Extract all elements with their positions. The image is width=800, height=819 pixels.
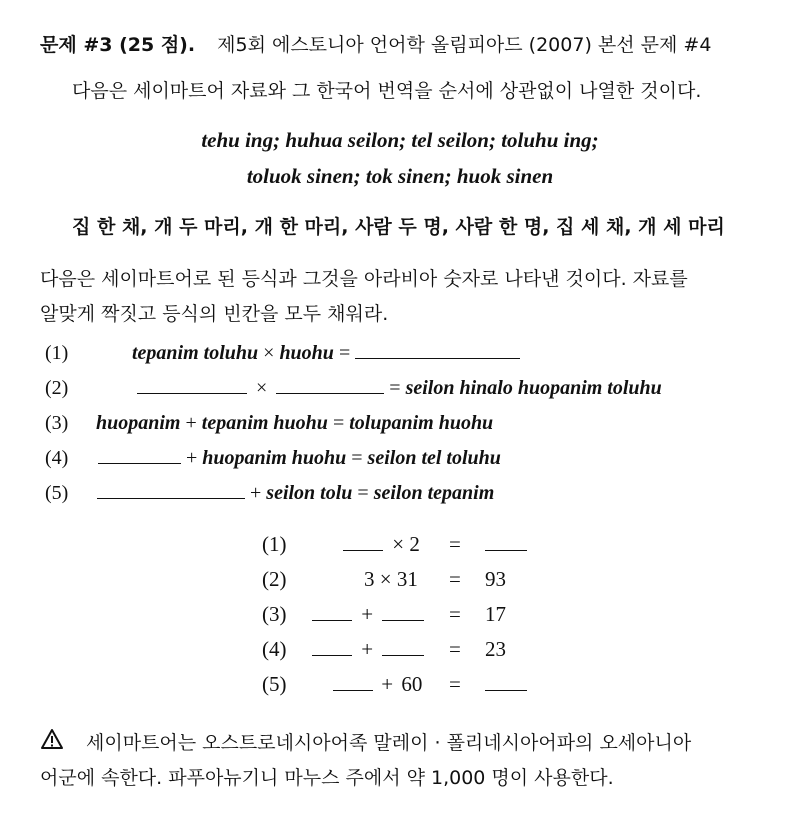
equation-term: seilon tepanim [373, 482, 495, 504]
equation-term: seilon hinalo huopanim toluhu [405, 377, 662, 399]
equation-row-1 [132, 342, 520, 365]
equation-term: tepanim toluhu [132, 342, 259, 364]
equation-row-5 [97, 482, 494, 505]
equation-term: seilon tel toluhu [367, 447, 501, 469]
equation-row-2 [137, 377, 662, 400]
equals-sign: = [449, 567, 461, 591]
answer-blank[interactable] [137, 392, 247, 394]
plus-operator: + [361, 602, 374, 626]
equals-sign: = [449, 602, 461, 626]
note-text-2: 어군에 속한다. 파푸아뉴기니 마누스 주에서 약 1,000 명이 사용한다. [40, 767, 614, 789]
numeric-result: 17 [485, 602, 506, 626]
numeric-number: (4) [262, 637, 287, 661]
equals-sign: = [357, 482, 369, 504]
equation-term: tepanim huohu [201, 412, 328, 434]
answer-blank[interactable] [333, 689, 373, 691]
problem-source: 제5회 에스토니아 언어학 올림피아드 (2007) 본선 문제 #4 [217, 34, 712, 56]
numeric-result [485, 532, 527, 557]
numeric-operand: 3 [364, 567, 375, 591]
numeric-result: 93 [485, 567, 506, 591]
numeric-operand: 31 [396, 567, 418, 591]
problem-header [40, 30, 711, 57]
equals-sign: = [449, 637, 461, 661]
equals-sign: = [389, 377, 401, 399]
answer-blank[interactable] [312, 654, 352, 656]
equals-sign: = [449, 672, 461, 696]
numeric-lhs [364, 567, 418, 592]
numeric-lhs [312, 637, 424, 662]
problem-label: 문제 #3 (25 점). [40, 34, 196, 56]
times-operator: × [263, 342, 275, 364]
answer-blank[interactable] [343, 549, 383, 551]
answer-blank[interactable] [276, 392, 384, 394]
equation-number: (4) [45, 447, 69, 469]
equation-number: (2) [45, 377, 69, 399]
answer-blank[interactable] [97, 497, 245, 499]
numeric-result [485, 672, 527, 697]
times-operator: × [392, 532, 405, 556]
equation-number: (5) [45, 482, 69, 504]
answer-blank[interactable] [312, 619, 352, 621]
equation-term: huohu [279, 342, 334, 364]
numeric-number: (3) [262, 602, 287, 626]
warning-icon [40, 728, 64, 754]
answer-blank[interactable] [485, 549, 527, 551]
answer-blank[interactable] [355, 357, 520, 359]
equation-row-4 [98, 447, 501, 470]
equals-sign: = [351, 447, 363, 469]
plus-operator: + [250, 482, 262, 504]
phrases-line-1: tehu ing; huhua seilon; tel seilon; toluhu ing; [201, 128, 599, 152]
answer-blank[interactable] [382, 619, 424, 621]
numeric-lhs [312, 602, 424, 627]
equation-row-3 [96, 412, 493, 435]
plus-operator: + [361, 637, 374, 661]
equation-term: huopanim huohu [202, 447, 347, 469]
equals-sign: = [332, 412, 345, 434]
equals-sign: = [449, 532, 461, 556]
numeric-number: (5) [262, 672, 287, 696]
plus-operator: + [186, 447, 198, 469]
task-text-1: 다음은 세이마트어로 된 등식과 그것을 아라비아 숫자로 나타낸 것이다. 자료를 [40, 268, 688, 290]
note-text-1: 세이마트어는 오스트로네시아어족 말레이 · 폴리네시아어파의 오세아니아 [86, 732, 692, 754]
answer-blank[interactable] [98, 462, 181, 464]
phrases-line-2: toluok sinen; tok sinen; huok sinen [246, 164, 554, 188]
times-operator: × [256, 377, 268, 399]
numeric-lhs [343, 532, 420, 557]
numeric-operand: 2 [409, 532, 420, 556]
plus-operator: + [381, 672, 394, 696]
translations-list: 집 한 채, 개 두 마리, 개 한 마리, 사람 두 명, 사람 한 명, 집 세 채, 개 세 마리 [72, 216, 725, 238]
answer-blank[interactable] [485, 689, 527, 691]
numeric-number: (2) [262, 567, 287, 591]
equals-sign: = [338, 342, 351, 364]
equation-number: (3) [45, 412, 69, 434]
equation-term: tolupanim huohu [349, 412, 494, 434]
equation-number: (1) [45, 342, 69, 364]
plus-operator: + [185, 412, 197, 434]
numeric-operand: 60 [401, 672, 423, 696]
equation-term: seilon tolu [266, 482, 353, 504]
numeric-lhs [333, 672, 422, 697]
equation-term: huopanim [96, 412, 181, 434]
numeric-result: 23 [485, 637, 506, 661]
intro-text: 다음은 세이마트어 자료와 그 한국어 번역을 순서에 상관없이 나열한 것이다. [72, 80, 702, 102]
task-text-2: 알맞게 짝짓고 등식의 빈칸을 모두 채워라. [40, 303, 389, 325]
times-operator: × [379, 567, 392, 591]
answer-blank[interactable] [382, 654, 424, 656]
numeric-number: (1) [262, 532, 287, 556]
